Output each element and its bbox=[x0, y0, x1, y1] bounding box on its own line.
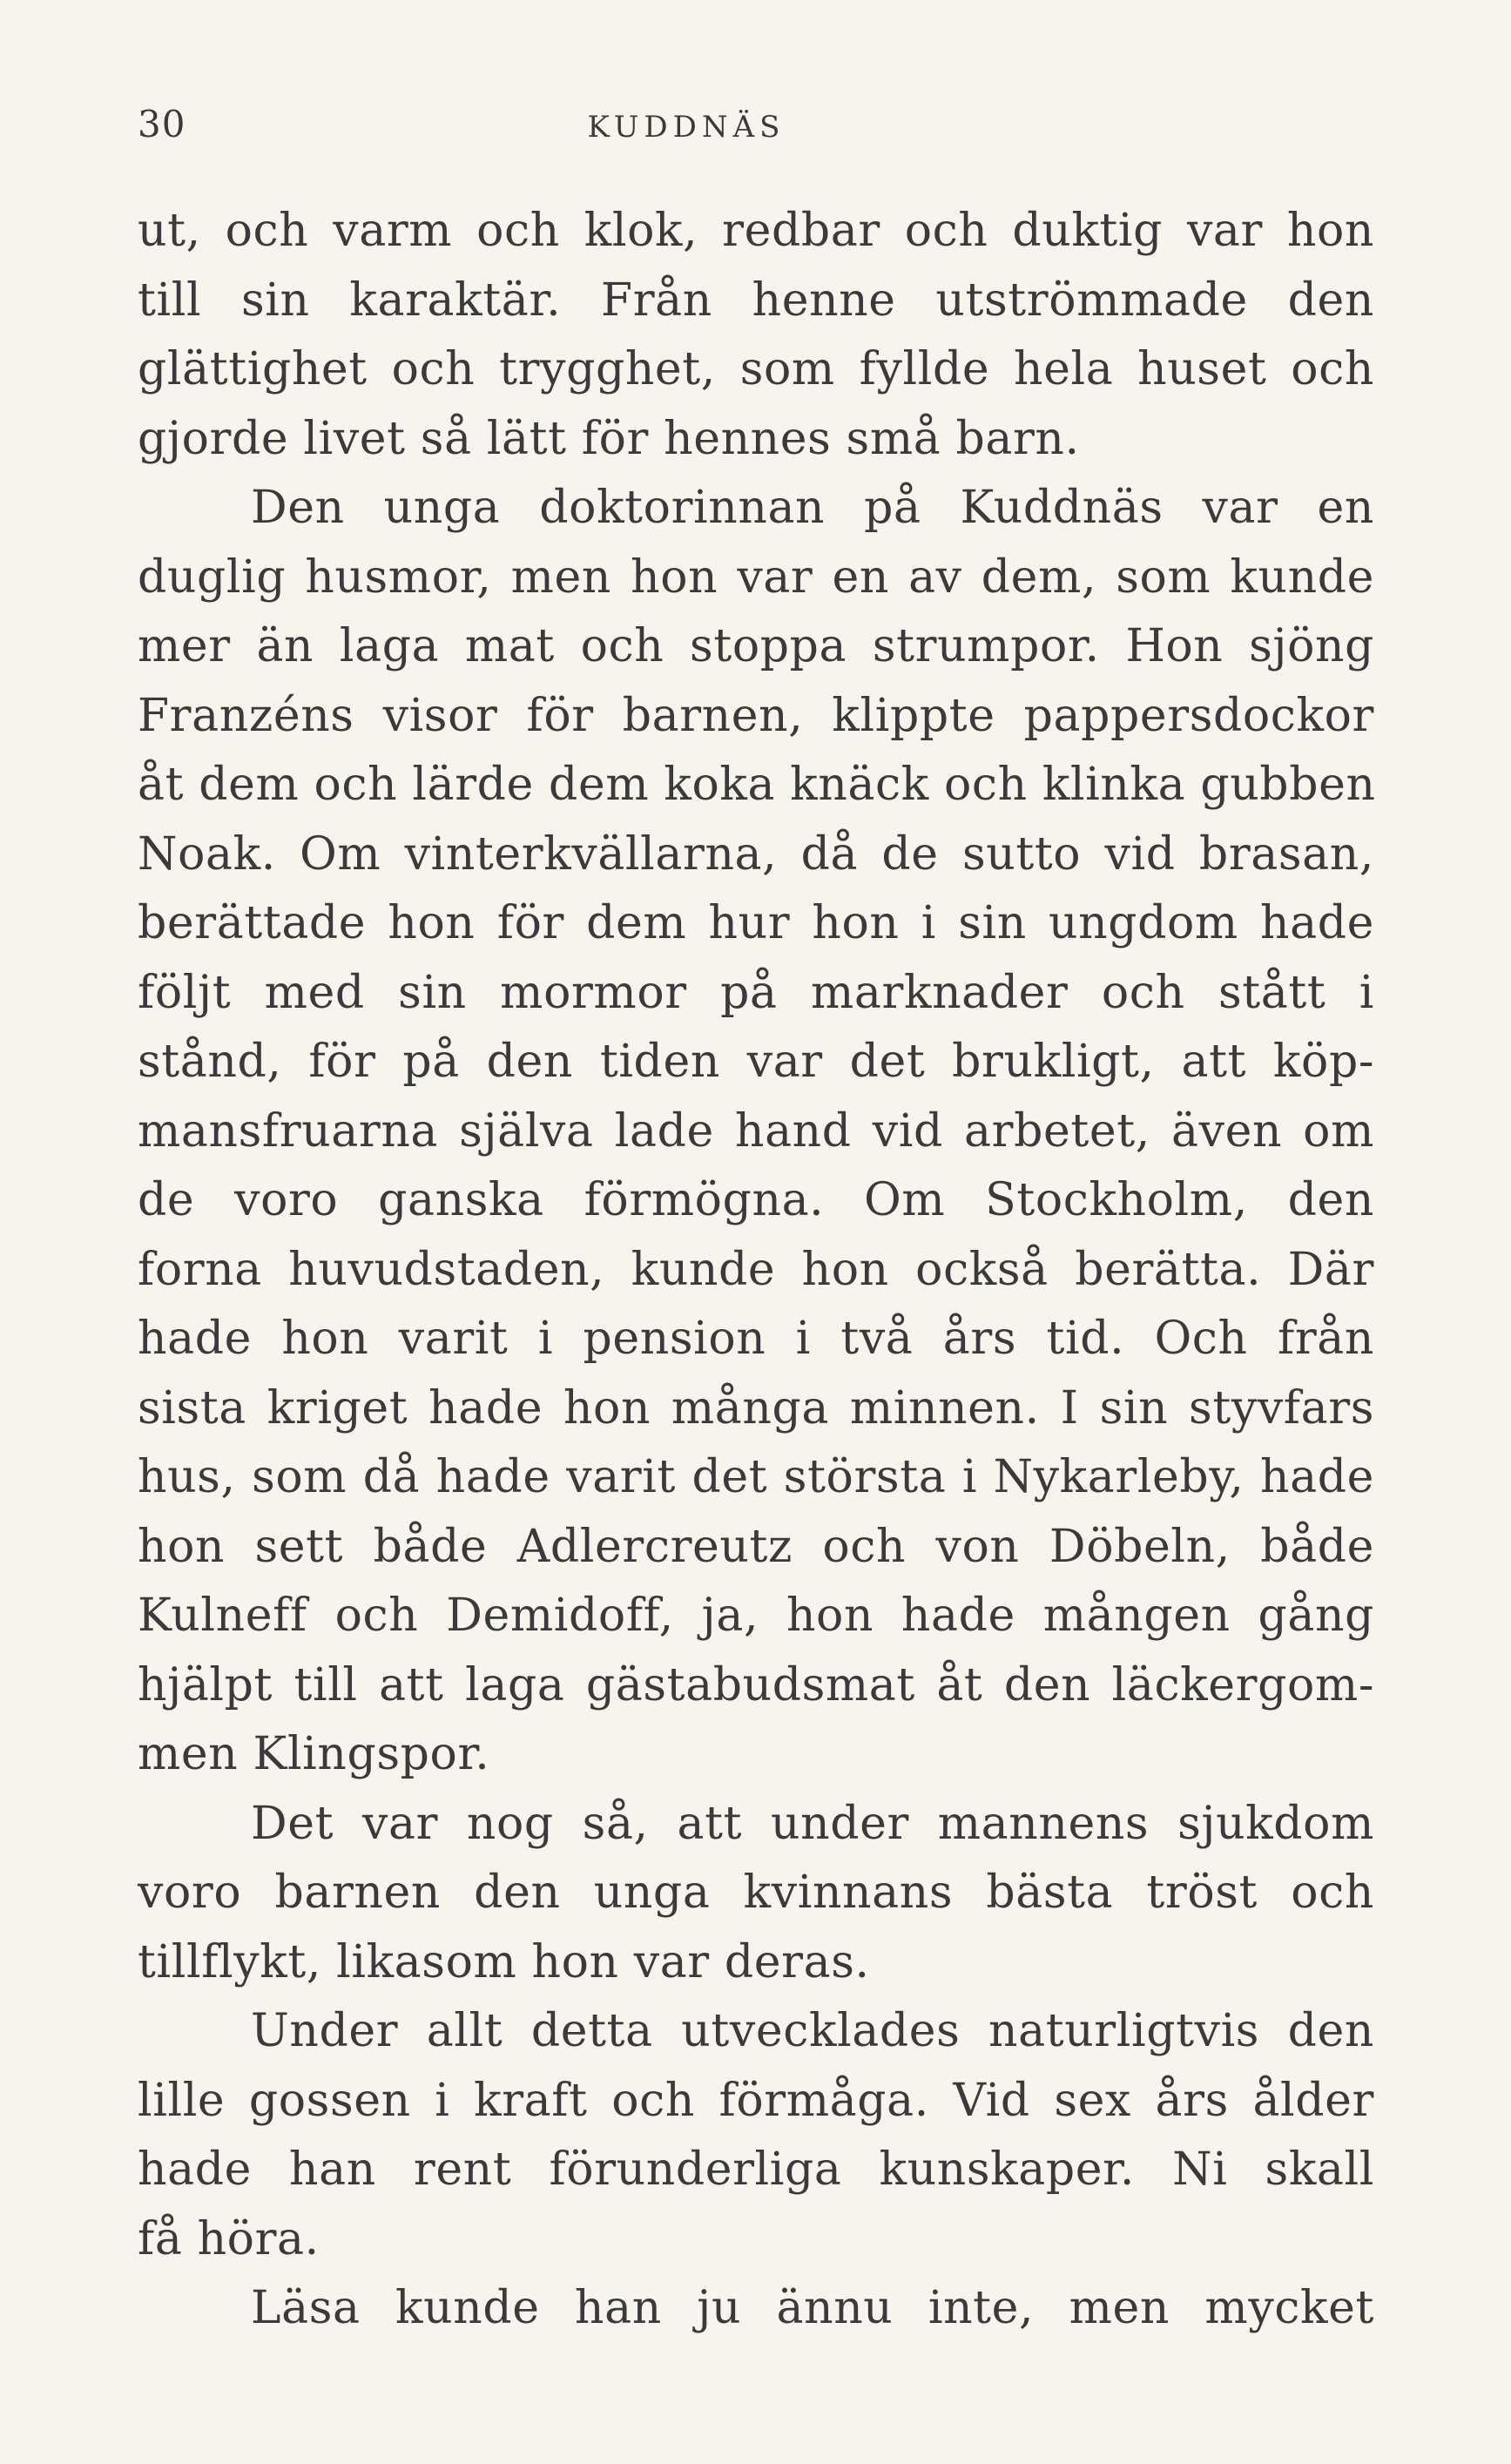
text-line: ut, och varm och klok, redbar och duktig var hon bbox=[138, 205, 1374, 257]
text-line: mansfruarna själva lade hand vid arbetet, även om bbox=[138, 1104, 1374, 1158]
text-line: Noak. Om vinterkvällarna, då de sutto vid brasan, bbox=[138, 827, 1374, 881]
text-line: men Klingspor. bbox=[138, 1728, 490, 1780]
text-line: Den unga doktorinnan på Kuddnäs var en bbox=[251, 482, 1374, 534]
text-line: hus, som då hade varit det största i Nykarleby, hade bbox=[138, 1451, 1374, 1503]
text-line: stånd, för på den tiden var det brukligt, att köp- bbox=[138, 1036, 1374, 1088]
text-line: hade han rent förunderliga kunskaper. Ni skall bbox=[138, 2143, 1374, 2196]
text-line: forna huvudstaden, kunde hon också berätta. Där bbox=[138, 1243, 1374, 1296]
text-line: till sin karaktär. Från henne utströmmade den bbox=[138, 273, 1374, 327]
text-line: duglig husmor, men hon var en av dem, som kunde bbox=[138, 550, 1374, 604]
text-line: åt dem och lärde dem koka knäck och klinka gubben bbox=[138, 759, 1376, 811]
text-line: följt med sin mormor på marknader och stått i bbox=[138, 966, 1374, 1019]
page-header bbox=[138, 98, 1374, 159]
text-line: hade hon varit i pension i två års tid. Och från bbox=[138, 1313, 1374, 1365]
text-line: mer än laga mat och stoppa strumpor. Hon sjöng bbox=[138, 620, 1374, 672]
text-line: Det var nog så, att under mannens sjukdom bbox=[251, 1797, 1374, 1850]
text-line: hon sett både Adlercreutz och von Döbeln, både bbox=[138, 1520, 1374, 1573]
text-line: Under allt detta utvecklades naturligtvis den bbox=[251, 2005, 1374, 2057]
running-title: KUDDNÄS bbox=[587, 110, 786, 145]
body-text bbox=[138, 197, 1374, 2344]
text-line: voro barnen den unga kvinnans bästa tröst och bbox=[138, 1867, 1374, 1919]
text-line: få höra. bbox=[138, 2212, 320, 2265]
text-line: tillflykt, likasom hon var deras. bbox=[138, 1935, 870, 1988]
text-line: lille gossen i kraft och förmåga. Vid sex års ålder bbox=[138, 2074, 1374, 2127]
text-line: de voro ganska förmögna. Om Stockholm, den bbox=[138, 1174, 1374, 1226]
page-number: 30 bbox=[138, 103, 186, 145]
text-line: Läsa kunde han ju ännu inte, men mycket bbox=[251, 2282, 1374, 2334]
text-line: gjorde livet så lätt för hennes små barn. bbox=[138, 412, 1080, 465]
text-line: Kulneff och Demidoff, ja, hon hade mången gång bbox=[138, 1590, 1374, 1642]
text-line: sista kriget hade hon många minnen. I sin styvfars bbox=[138, 1381, 1374, 1435]
text-line: Franzéns visor för barnen, klippte pappersdockor bbox=[138, 689, 1374, 742]
text-line: glättighet och trygghet, som fyllde hela huset och bbox=[138, 343, 1374, 395]
text-line: hjälpt till att laga gästabudsmat åt den läckergom- bbox=[138, 1658, 1374, 1711]
text-line: berättade hon för dem hur hon i sin ungdom hade bbox=[138, 897, 1374, 949]
